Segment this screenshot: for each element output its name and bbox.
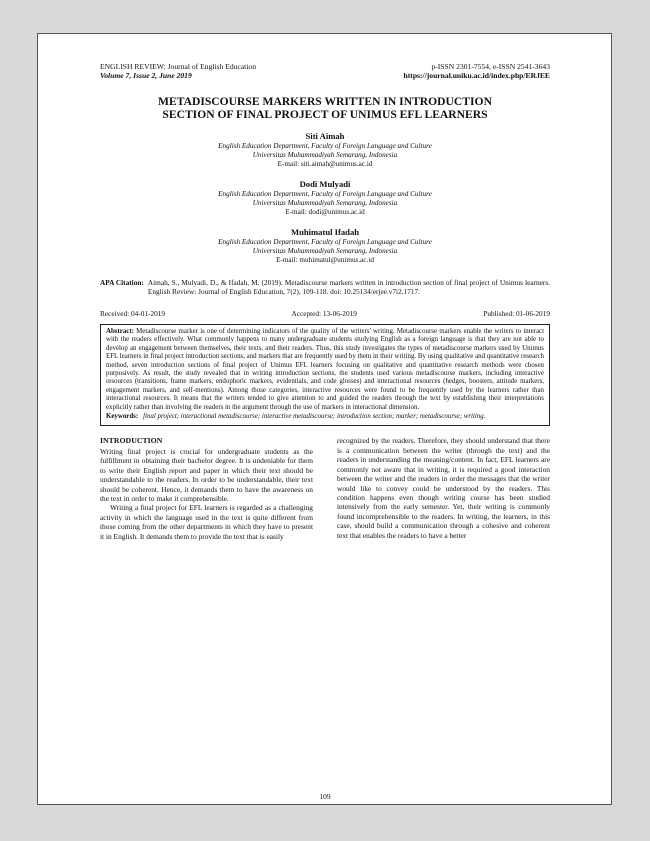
abstract-box <box>100 324 550 426</box>
body-paragraph: Writing a final project for EFL learners is regarded as a challenging activity in which the language used in the text is quite different from those coming from the other departments in which they have to present it in English. It demands them to provide the text that is easily <box>100 503 313 541</box>
author-name: Dodi Mulyadi <box>299 179 351 189</box>
page-number: 109 <box>319 792 331 801</box>
author-block-2 <box>100 179 550 217</box>
title-line-1: METADISCOURSE MARKERS WRITTEN IN INTRODUCTION <box>158 95 492 108</box>
paper-title <box>100 95 550 121</box>
journal-name: ENGLISH REVIEW: Journal of English Education <box>100 62 256 71</box>
body-columns <box>100 436 550 540</box>
author-affiliation: English Education Department, Faculty of Foreign Language and Culture <box>218 190 432 198</box>
page-content <box>100 62 550 801</box>
abstract-label: Abstract: <box>106 328 134 335</box>
abstract-text: Metadiscourse marker is one of determining indicators of the quality of the writers' writing. Metadiscourse markers enable the writers to interact with the readers effectively. What commonly happens to many undergraduate students studying English as a foreign language is that they are not able to develop an engagement between themselves, their texts, and their readers. Thus, this study investigates the types of metadiscourse markers used by Unimus EFL learners in final project introduction sections, and markers that are frequently used by them in their writing. By using qualitative and quantitative research method, seven introduction sections of final project of Unimus EFL learners focusing on qualitative and quantitative research methods were chosen purposively. As result, the study revealed that in writing introduction sections, the students used various metadiscourse markers, including interactive resources (transitions, frame markers, endophoric markers, evidentials, and code glosses) and interactional resources (hedges, boosters, attitude markers, engagement markers, and self-mentions). Among those categories, interactive resources were found to be frequently used by the learners rather than interactional resources. It means that the writers tended to give attention to and guided the readers through the text by establishing their interpretations explicitly rather than involving the readers in the argument through the use of markers in interactional dimension. <box>106 328 544 411</box>
body-paragraph: recognized by the readers. Therefore, they should understand that there is a communication between the writer (through the text) and the readers in understanding the meaning/content. In fact, EFL learners are commonly not aware that in writing, it is required a good interaction between the writer and the readers in order the messages that the writer would like to convey could be understood by the readers. This condition happens even though writing course has been studied intensively from the early semester. Yet, their writing is commonly found incomprehensible to the readers. In writing, the learners, in this case, should build a communication through a cohesive and coherent text that enables the readers to have a better <box>337 436 550 540</box>
author-name: Muhimatul Ifadah <box>290 227 360 237</box>
author-email[interactable]: E-mail: dodi@unimus.ac.id <box>285 208 365 216</box>
right-column <box>337 436 550 540</box>
issn: p-ISSN 2301-7554, e-ISSN 2541-3643 <box>431 62 550 71</box>
keywords-row <box>106 413 544 421</box>
keywords-text: final project; interactional metadiscourse; interactive metadiscourse; introduction section; marker; metadiscourse; writing. <box>143 413 486 421</box>
volume-issue: Volume 7, Issue 2, June 2019 <box>100 71 192 80</box>
author-email[interactable]: E-mail: siti.aimah@unimus.ac.id <box>277 160 373 168</box>
received-date: Received: 04-01-2019 <box>100 309 166 318</box>
citation-label: APA Citation: <box>100 278 144 287</box>
author-email[interactable]: E-mail: muhimatul@unimus.ac.id <box>276 256 374 264</box>
title-line-2: SECTION OF FINAL PROJECT OF UNIMUS EFL LEARNERS <box>162 108 488 121</box>
accepted-date: Accepted: 13-06-2019 <box>291 309 357 318</box>
published-date: Published: 01-06-2019 <box>483 309 550 318</box>
journal-info <box>100 62 256 80</box>
section-heading: INTRODUCTION <box>100 436 163 446</box>
author-block-1 <box>100 131 550 169</box>
journal-url[interactable]: https://journal.uniku.ac.id/index.php/ERJEE <box>403 71 550 80</box>
keywords-label: Keywords: <box>106 413 139 421</box>
author-university: Universitas Muhammadiyah Semarang, Indonesia <box>252 151 398 159</box>
author-block-3 <box>100 227 550 265</box>
journal-ids <box>404 62 550 80</box>
abstract-paragraph <box>106 328 544 412</box>
body-paragraph: Writing final project is crucial for undergraduate students as the fulfillment in obtaining their bachelor degree. It is undeniable for them to write their English report and paper in which their text should be understandable to the readers. In order to be understandable, their text should be coherent. Hence, it demands them to have the awareness on the text in order to make it comprehensible. <box>100 446 313 503</box>
paper-page <box>37 33 612 805</box>
author-affiliation: English Education Department, Faculty of Foreign Language and Culture <box>218 142 432 150</box>
author-university: Universitas Muhammadiyah Semarang, Indonesia <box>252 247 398 255</box>
author-university: Universitas Muhammadiyah Semarang, Indonesia <box>252 199 398 207</box>
left-column <box>100 436 313 540</box>
author-affiliation: English Education Department, Faculty of Foreign Language and Culture <box>218 238 432 246</box>
citation-text: Aimah, S., Mulyadi, D., & Ifadah, M. (2019). Metadiscourse markers written in introduction section of final project of Unimus learners. English Review: Journal of English Education, 7(2), 109-118. doi: 10.25134/erjee.v7i2.1717. <box>147 278 550 296</box>
apa-citation <box>100 278 550 296</box>
author-name: Siti Aimah <box>305 131 345 141</box>
article-dates <box>100 309 550 318</box>
running-header <box>100 62 550 80</box>
